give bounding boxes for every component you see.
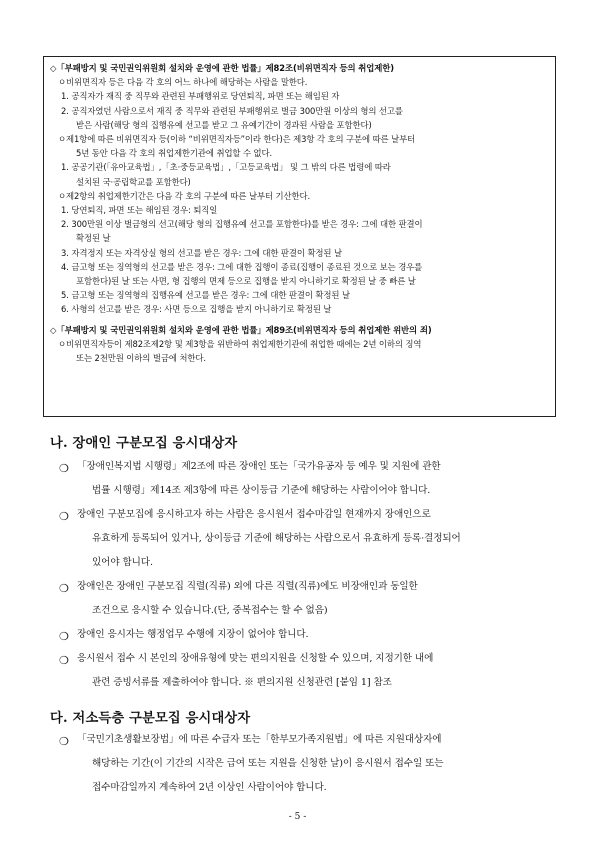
law-paragraph: ㅇ비위면직자 등은 다음 각 호의 어느 하나에 해당하는 사람을 말한다. <box>58 77 308 88</box>
law-item: 6. 사형의 선고를 받은 경우: 사면 등으로 집행을 받지 아니하기로 확정된 날 <box>61 304 332 315</box>
paragraph-line: 해당하는 기간(이 기간의 시작은 급여 또는 지원을 신청한 날)이 응시원서 접수일 또는 <box>92 758 444 769</box>
bullet-icon: ❍ <box>59 582 69 595</box>
paragraph-line: 관련 증빙서류를 제출하여야 합니다. ※ 편의지원 신청관련 [붙임 1] 참조 <box>92 677 392 688</box>
paragraph-line: 법률 시행령」제14조 제3항에 따른 상이등급 기준에 해당하는 사람이어야 합니다. <box>92 485 431 496</box>
paragraph-line: 접수마감일까지 계속하여 2년 이상인 사람이어야 합니다. <box>92 782 327 793</box>
law-item-continued: 확정된 날 <box>76 233 111 244</box>
law-item: 4. 금고형 또는 징역형의 선고를 받은 경우: 그에 대한 집행이 종료(집행이 종료된 것으로 보는 경우를 <box>61 261 423 272</box>
paragraph-line: 「장애인복지법 시행령」제2조에 따른 장애인 또는「국가유공자 등 예우 및 지원에 관한 <box>77 461 441 472</box>
law-heading-89: ◇「부패방지 및 국민권익위원회 설치와 운영에 관한 법률」제89조(비위면직자 등의 취업제한 위반의 죄) <box>50 324 432 335</box>
paragraph-line: 응시원서 접수 시 본인의 장애유형에 맞는 편의지원을 신청할 수 있으며, 지정기한 내에 <box>77 653 434 664</box>
paragraph-line: 장애인은 장애인 구분모집 직렬(직류) 외에 다른 직렬(직류)에도 비장애인과 동일한 <box>77 581 418 592</box>
bullet-icon: ❍ <box>59 735 69 748</box>
law-item: 1. 당연퇴직, 파면 또는 해임된 경우: 퇴직일 <box>61 205 218 216</box>
law-item-continued: 설치된 국·공립학교를 포함한다) <box>76 176 191 187</box>
paragraph-line: 장애인 응시자는 행정업무 수행에 지장이 없어야 합니다. <box>77 629 309 640</box>
law-paragraph-continued: 또는 2천만원 이하의 벌금에 처한다. <box>76 353 206 364</box>
paragraph-line: 장애인 구분모집에 응시하고자 하는 사람은 응시원서 접수마감일 현재까지 장애인으로 <box>77 509 431 520</box>
bullet-icon: ❍ <box>59 510 69 523</box>
law-item: 3. 자격정지 또는 자격상실 형의 선고를 받은 경우: 그에 대한 판결이 확정된 날 <box>61 247 342 258</box>
law-paragraph: ㅇ제1항에 따른 비위면직자 등(이하 “비위면직자등”이라 한다)은 제3항 각 호의 구분에 따른 날부터 <box>58 134 416 145</box>
law-excerpt-box <box>43 56 556 417</box>
bullet-icon: ❍ <box>59 462 69 475</box>
law-paragraph: ㅇ비위면직자등이 제82조제2항 및 제3항을 위반하여 취업제한기관에 취업한 때에는 2년 이하의 징역 <box>58 338 422 349</box>
law-item: 1. 공공기관(「유아교육법」,「초·중등교육법」,「고등교육법」 및 그 밖의 다른 법령에 따라 <box>61 162 391 173</box>
law-paragraph-continued: 5년 동안 다음 각 호의 취업제한기관에 취업할 수 없다. <box>76 148 273 159</box>
law-item-continued: 받은 사람(해당 형의 집행유예 선고를 받고 그 유예기간이 경과된 사람을 포함한다) <box>76 119 372 130</box>
bullet-icon: ❍ <box>59 630 69 643</box>
law-item: 2. 공직자였던 사람으로서 재직 중 직무와 관련된 부패행위로 벌금 300만원 이상의 형의 선고를 <box>61 105 403 116</box>
paragraph-line: 유효하게 등록되어 있거나, 상이등급 기준에 해당하는 사람으로서 유효하게 등록·결정되어 <box>92 533 461 544</box>
paragraph-line: 있어야 합니다. <box>92 557 153 568</box>
law-item: 1. 공직자가 재직 중 직무와 관련된 부패행위로 당연퇴직, 파면 또는 해임된 자 <box>61 91 340 102</box>
paragraph-line: 「국민기초생활보장법」에 따른 수급자 또는「한부모가족지원법」에 따른 지원대상자에 <box>77 734 442 745</box>
page-number: - 5 - <box>288 812 307 822</box>
paragraph-line: 조건으로 응시할 수 있습니다.(단, 중복접수는 할 수 없음) <box>92 605 328 616</box>
section-title-low-income-applicants: 다. 저소득층 구분모집 응시대상자 <box>50 711 251 726</box>
law-heading-82: ◇「부패방지 및 국민권익위원회 설치와 운영에 관한 법률」제82조(비위면직자 등의 취업제한) <box>50 63 394 73</box>
law-item-continued: 포함한다)된 날 또는 사면, 형 집행의 면제 등으로 집행을 받지 아니하기로 확정된 날 중 빠른 날 <box>76 276 416 287</box>
bullet-icon: ❍ <box>59 654 69 667</box>
law-item: 5. 금고형 또는 징역형의 집행유예 선고를 받은 경우: 그에 대한 판결이 확정된 날 <box>61 290 350 301</box>
law-item: 2. 300만원 이상 벌금형의 선고(해당 형의 집행유예 선고를 포함한다)를 받은 경우: 그에 대한 판결이 <box>61 219 423 230</box>
section-title-disabled-applicants: 나. 장애인 구분모집 응시대상자 <box>50 436 238 451</box>
law-paragraph: ㅇ제2항의 취업제한기간은 다음 각 호의 구분에 따른 날부터 기산한다. <box>58 190 311 201</box>
